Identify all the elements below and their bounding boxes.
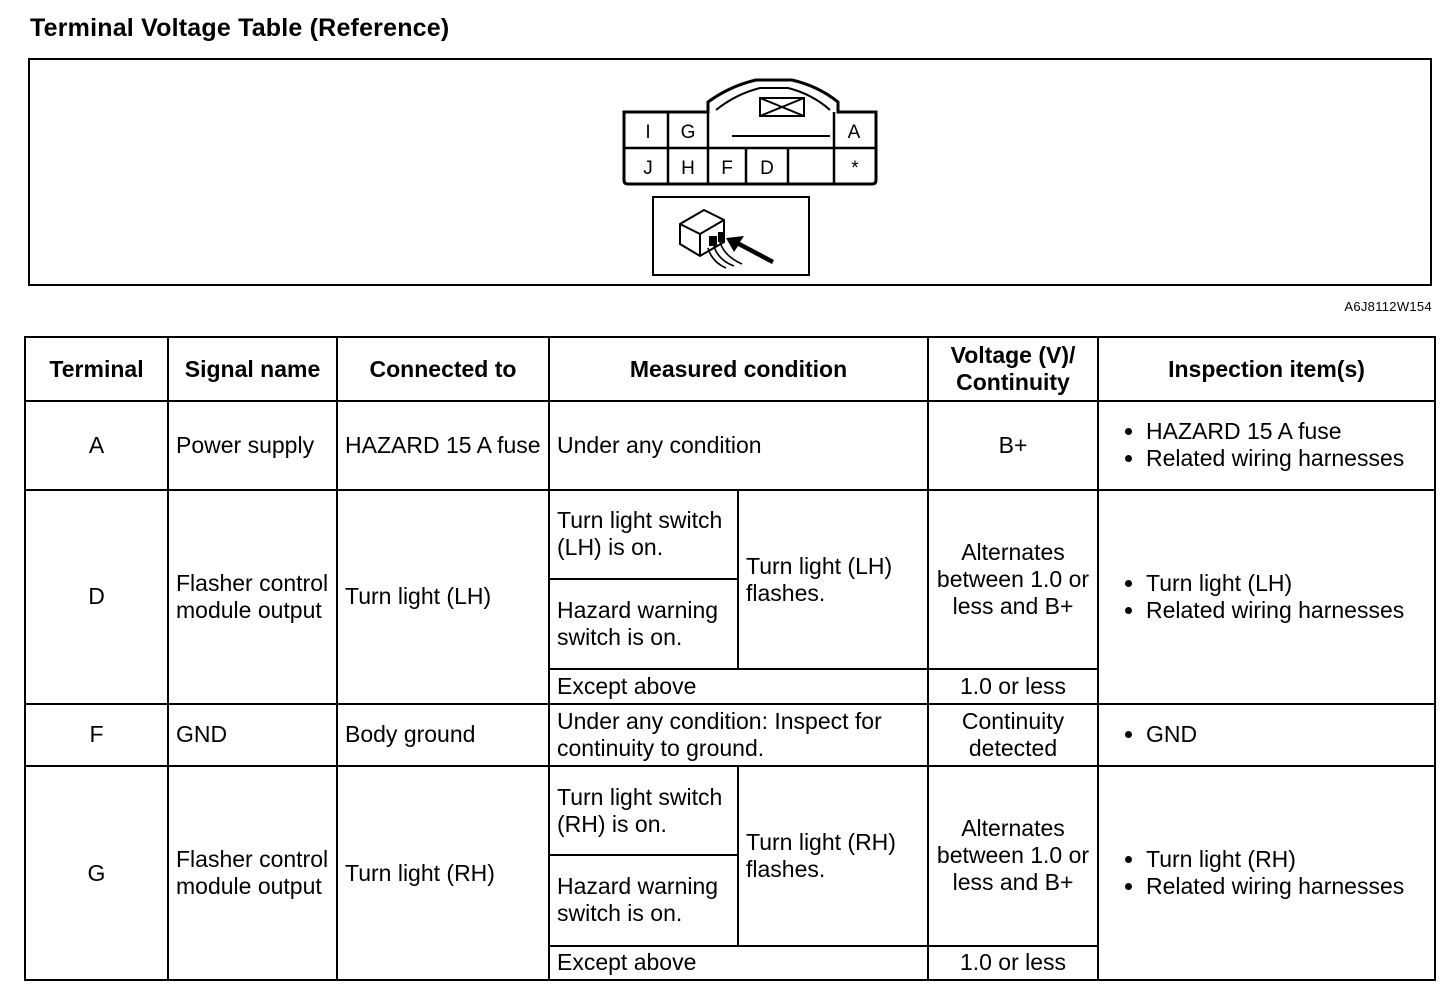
result-cell: Turn light (RH) flashes. [738, 766, 928, 946]
connected-cell: Body ground [337, 704, 549, 767]
pin-label: H [681, 158, 695, 179]
inspection-item: • Related wiring harnesses [1146, 873, 1427, 900]
voltage-cell: 1.0 or less [928, 946, 1098, 980]
inspection-item: • Turn light (RH) [1146, 846, 1427, 873]
pin-label: A [847, 122, 861, 143]
inspection-item: • HAZARD 15 A fuse [1146, 418, 1427, 445]
header-terminal: Terminal [25, 337, 168, 401]
terminal-cell: A [25, 401, 168, 490]
header-signal-name: Signal name [168, 337, 337, 401]
table-header-row [25, 337, 1435, 401]
inspection-cell [1098, 766, 1435, 980]
connected-cell: Turn light (RH) [337, 766, 549, 980]
terminal-cell: G [25, 766, 168, 980]
condition-cell: Hazard warning switch is on. [549, 579, 738, 670]
page-title: Terminal Voltage Table (Reference) [30, 14, 450, 42]
condition-cell: Hazard warning switch is on. [549, 855, 738, 946]
table-row [25, 490, 1435, 579]
condition-cell: Under any condition: Inspect for continuity to ground. [549, 704, 928, 767]
condition-cell: Turn light switch (RH) is on. [549, 766, 738, 855]
inspection-item: • Turn light (LH) [1146, 570, 1427, 597]
condition-cell: Turn light switch (LH) is on. [549, 490, 738, 579]
signal-cell: Flasher control module output [168, 490, 337, 704]
connector-figure [28, 58, 1432, 286]
pin-label: I [645, 122, 651, 143]
condition-cell: Except above [549, 669, 928, 703]
inspection-cell [1098, 490, 1435, 704]
inspection-cell [1098, 401, 1435, 490]
connector-housing [624, 80, 876, 184]
voltage-cell: Alternates between 1.0 or less and B+ [928, 490, 1098, 670]
header-connected-to: Connected to [337, 337, 549, 401]
pin-label: G [680, 122, 696, 143]
connector-diagram [620, 76, 880, 188]
header-measured-condition: Measured condition [549, 337, 928, 401]
inspection-item: • Related wiring harnesses [1146, 597, 1427, 624]
pin-label: F [721, 158, 733, 179]
figure-code: A6J8112W154 [1344, 299, 1432, 314]
terminal-voltage-table [24, 336, 1436, 981]
terminal-cell: F [25, 704, 168, 767]
pin-label: * [851, 158, 859, 179]
inspection-item: • Related wiring harnesses [1146, 445, 1427, 472]
condition-cell: Under any condition [549, 401, 928, 490]
table-row [25, 766, 1435, 855]
pin-label: D [760, 158, 774, 179]
signal-cell: Flasher control module output [168, 766, 337, 980]
connected-cell: Turn light (LH) [337, 490, 549, 704]
inspection-item: • GND [1146, 721, 1427, 748]
voltage-cell: Continuity detected [928, 704, 1098, 767]
table-row [25, 401, 1435, 490]
voltage-cell: 1.0 or less [928, 669, 1098, 703]
view-direction-box [652, 196, 810, 276]
pin-label: J [643, 158, 653, 179]
condition-cell: Except above [549, 946, 928, 980]
table-row [25, 704, 1435, 767]
terminal-cell: D [25, 490, 168, 704]
connected-cell: HAZARD 15 A fuse [337, 401, 549, 490]
connector-view-icon [654, 198, 808, 274]
header-inspection: Inspection item(s) [1098, 337, 1435, 401]
voltage-cell: B+ [928, 401, 1098, 490]
voltage-cell: Alternates between 1.0 or less and B+ [928, 766, 1098, 946]
signal-cell: Power supply [168, 401, 337, 490]
inspection-cell [1098, 704, 1435, 767]
header-voltage: Voltage (V)/ Continuity [928, 337, 1098, 401]
signal-cell: GND [168, 704, 337, 767]
result-cell: Turn light (LH) flashes. [738, 490, 928, 670]
